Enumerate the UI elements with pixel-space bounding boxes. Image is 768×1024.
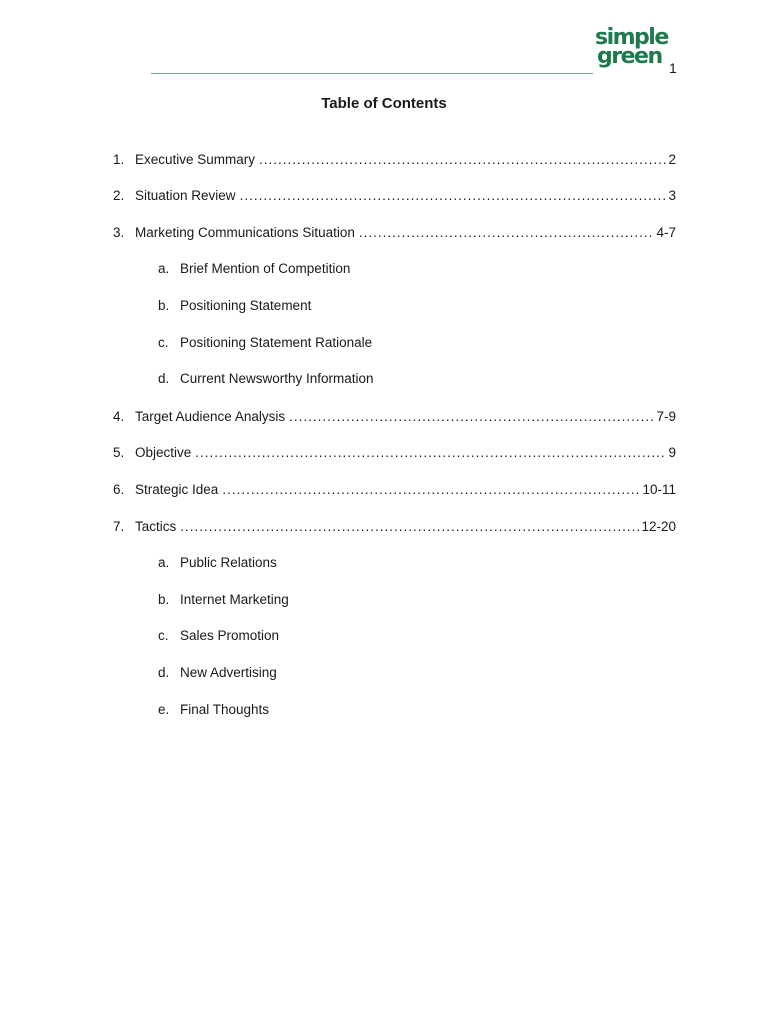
header-rule	[151, 73, 593, 74]
toc-entry-tactics	[113, 517, 676, 537]
toc-subentry-letter: d.	[158, 665, 170, 680]
toc-subentry-label: Public Relations	[180, 555, 277, 570]
page-number: 1	[669, 60, 677, 76]
toc-entry-number: 1.	[113, 152, 125, 167]
toc-subentry	[158, 333, 372, 353]
toc-subentry	[158, 369, 374, 389]
toc-entry-label: Objective	[135, 445, 192, 460]
simple-green-logo	[595, 25, 668, 72]
toc-entry-pages: 9	[668, 445, 676, 460]
dot-leader	[180, 517, 639, 537]
toc-entry-target-audience	[113, 407, 676, 427]
toc-entry-marketing-communications	[113, 223, 676, 243]
toc-entry-number: 4.	[113, 409, 125, 424]
toc-subentry	[158, 296, 311, 316]
toc-entry-pages: 3	[668, 188, 676, 203]
toc-entry-pages: 10-11	[642, 482, 676, 497]
toc-entry-executive-summary	[113, 150, 676, 170]
toc-entry-pages: 7-9	[656, 409, 676, 424]
toc-entry-number: 5.	[113, 445, 125, 460]
toc-entry-number: 2.	[113, 188, 125, 203]
toc-entry-number: 7.	[113, 519, 125, 534]
toc-subentry-label: Positioning Statement Rationale	[180, 335, 373, 350]
toc-subentry-letter: e.	[158, 702, 170, 717]
logo-line-1: simple	[595, 25, 668, 50]
toc-subentry-letter: c.	[158, 628, 169, 643]
toc-subentry-letter: c.	[158, 335, 169, 350]
toc-entry-number: 6.	[113, 482, 125, 497]
toc-subentry	[158, 553, 277, 573]
toc-entry-situation-review	[113, 186, 676, 206]
toc-subentry-letter: d.	[158, 371, 170, 386]
toc-entry-label: Executive Summary	[135, 152, 256, 167]
dot-leader	[359, 223, 655, 243]
toc-subentry-label: Current Newsworthy Information	[180, 371, 374, 386]
toc-subentry	[158, 700, 269, 720]
toc-title: Table of Contents	[321, 95, 447, 112]
dot-leader	[259, 150, 666, 170]
toc-entry-label: Marketing Communications Situation	[135, 225, 355, 240]
dot-leader	[289, 407, 654, 427]
toc-subentry-label: Internet Marketing	[180, 592, 289, 607]
toc-subentry-letter: b.	[158, 592, 170, 607]
toc-subentry-label: Sales Promotion	[180, 628, 280, 643]
dot-leader	[195, 443, 666, 463]
toc-subentry-letter: a.	[158, 261, 170, 276]
toc-entry-number: 3.	[113, 225, 125, 240]
toc-subentry	[158, 626, 279, 646]
toc-subentry-letter: a.	[158, 555, 170, 570]
toc-subentry-label: Final Thoughts	[180, 702, 270, 717]
dot-leader	[222, 480, 640, 500]
toc-subentry-label: Brief Mention of Competition	[180, 261, 351, 276]
toc-subentry-letter: b.	[158, 298, 170, 313]
toc-subentry	[158, 590, 289, 610]
logo-line-2: green	[597, 44, 662, 69]
dot-leader	[240, 186, 667, 206]
toc-entry-label: Situation Review	[135, 188, 236, 203]
toc-entry-strategic-idea	[113, 480, 676, 500]
toc-subentry-label: New Advertising	[180, 665, 277, 680]
toc-subentry-label: Positioning Statement	[180, 298, 312, 313]
toc-entry-label: Strategic Idea	[135, 482, 219, 497]
toc-entry-objective	[113, 443, 676, 463]
toc-entry-label: Tactics	[135, 519, 177, 534]
toc-entry-pages: 2	[668, 152, 676, 167]
toc-entry-label: Target Audience Analysis	[135, 409, 286, 424]
toc-entry-pages: 4-7	[656, 225, 676, 240]
toc-subentry	[158, 259, 350, 279]
toc-subentry	[158, 663, 277, 683]
toc-entry-pages: 12-20	[641, 519, 676, 534]
